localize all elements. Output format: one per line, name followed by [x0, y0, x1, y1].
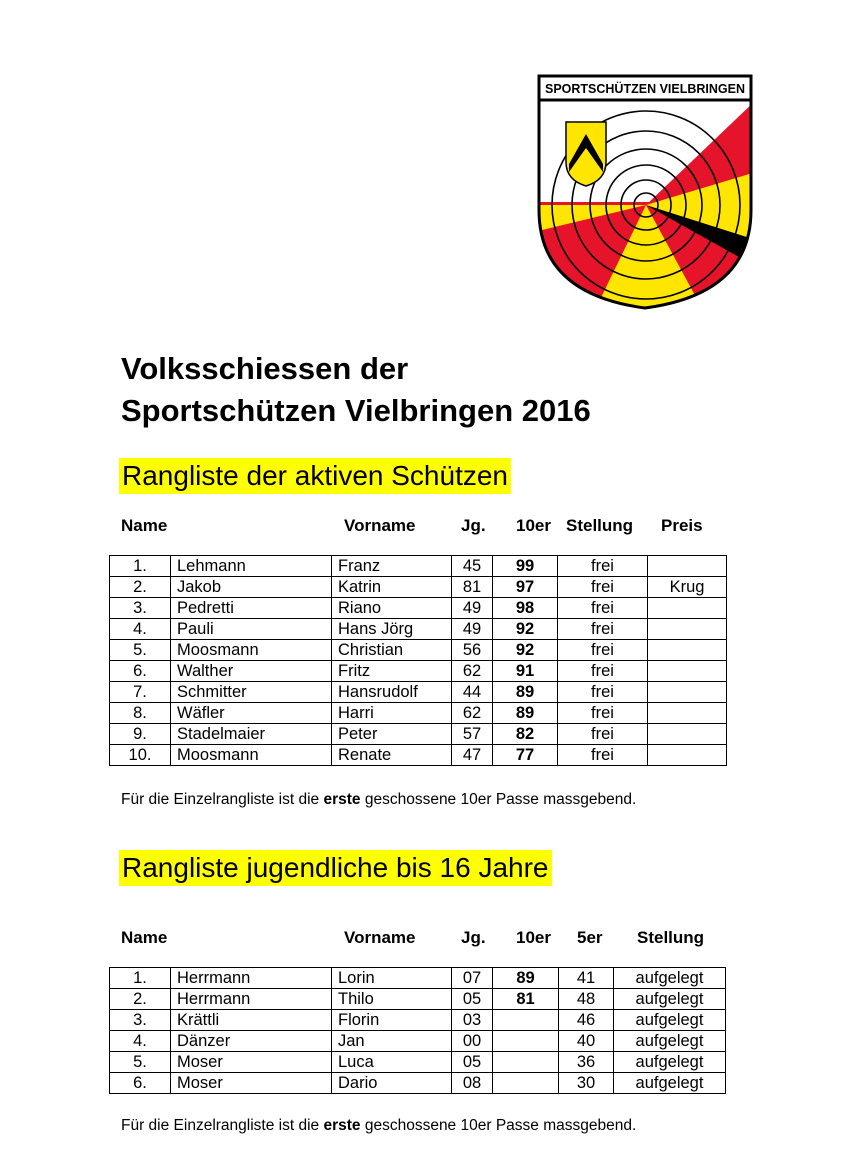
table-row	[110, 598, 727, 619]
cell-rank: 6.	[110, 661, 171, 682]
cell-vorname: Hans Jörg	[332, 619, 452, 640]
cell-vorname: Florin	[332, 1010, 452, 1031]
cell-rank: 3.	[110, 598, 171, 619]
cell-stellung: frei	[558, 556, 648, 577]
cell-name: Schmitter	[171, 682, 332, 703]
cell-stellung: frei	[558, 724, 648, 745]
table-row	[110, 989, 726, 1010]
cell-preis	[648, 682, 727, 703]
cell-jg: 81	[452, 577, 493, 598]
cell-name: Pedretti	[171, 598, 332, 619]
cell-vorname: Riano	[332, 598, 452, 619]
cell-jg: 00	[452, 1031, 493, 1052]
ranking-table-youth	[109, 967, 726, 1094]
page-title	[121, 348, 591, 432]
header-vorname: Vorname	[344, 516, 416, 535]
cell-jg: 45	[452, 556, 493, 577]
title-line-2: Sportschützen Vielbringen 2016	[121, 393, 591, 428]
table-row	[110, 661, 727, 682]
header-jg: Jg.	[461, 516, 486, 535]
cell-vorname: Jan	[332, 1031, 452, 1052]
cell-stellung: aufgelegt	[614, 1052, 726, 1073]
note-youth: Für die Einzelrangliste ist die erste geschossene 10er Passe massgebend.	[121, 1117, 637, 1134]
cell-name: Pauli	[171, 619, 332, 640]
cell-vorname: Renate	[332, 745, 452, 766]
cell-jg: 62	[452, 661, 493, 682]
cell-jg: 47	[452, 745, 493, 766]
table-row	[110, 724, 727, 745]
table-row	[110, 703, 727, 724]
cell-zehner: 89	[493, 682, 558, 703]
cell-jg: 49	[452, 619, 493, 640]
cell-jg: 44	[452, 682, 493, 703]
cell-rank: 4.	[110, 1031, 171, 1052]
cell-jg: 08	[452, 1073, 493, 1094]
header-stellung: Stellung	[566, 516, 634, 535]
cell-zehner	[493, 1052, 559, 1073]
table-row	[110, 682, 727, 703]
section-heading-active: Rangliste der aktiven Schützen	[119, 458, 511, 494]
cell-jg: 07	[452, 968, 493, 989]
cell-vorname: Franz	[332, 556, 452, 577]
cell-zehner	[493, 1073, 559, 1094]
cell-zehner	[493, 1010, 559, 1031]
cell-name: Herrmann	[171, 989, 332, 1010]
cell-rank: 9.	[110, 724, 171, 745]
cell-name: Walther	[171, 661, 332, 682]
club-logo	[534, 72, 756, 312]
table-header-youth	[0, 927, 860, 949]
cell-rank: 4.	[110, 619, 171, 640]
cell-jg: 57	[452, 724, 493, 745]
cell-zehner	[493, 1031, 559, 1052]
cell-preis	[648, 661, 727, 682]
cell-name: Jakob	[171, 577, 332, 598]
cell-stellung: aufgelegt	[614, 1010, 726, 1031]
cell-name: Stadelmaier	[171, 724, 332, 745]
cell-vorname: Peter	[332, 724, 452, 745]
cell-vorname: Thilo	[332, 989, 452, 1010]
cell-rank: 5.	[110, 640, 171, 661]
header-jg: Jg.	[461, 928, 486, 947]
table-row	[110, 1073, 726, 1094]
cell-preis	[648, 556, 727, 577]
cell-preis	[648, 598, 727, 619]
cell-vorname: Harri	[332, 703, 452, 724]
cell-zehner: 89	[493, 703, 558, 724]
table-header-active	[0, 515, 860, 537]
header-10er: 10er	[516, 516, 551, 535]
cell-preis: Krug	[648, 577, 727, 598]
cell-rank: 10.	[110, 745, 171, 766]
cell-jg: 05	[452, 989, 493, 1010]
ranking-table-active	[109, 555, 727, 766]
cell-name: Lehmann	[171, 556, 332, 577]
cell-rank: 1.	[110, 556, 171, 577]
cell-zehner: 97	[493, 577, 558, 598]
table-row	[110, 556, 727, 577]
cell-stellung: frei	[558, 745, 648, 766]
cell-fuenfer: 41	[559, 968, 614, 989]
cell-fuenfer: 40	[559, 1031, 614, 1052]
cell-zehner: 99	[493, 556, 558, 577]
cell-zehner: 98	[493, 598, 558, 619]
cell-rank: 1.	[110, 968, 171, 989]
cell-stellung: frei	[558, 703, 648, 724]
cell-name: Herrmann	[171, 968, 332, 989]
cell-zehner: 92	[493, 619, 558, 640]
cell-rank: 2.	[110, 989, 171, 1010]
cell-stellung: frei	[558, 682, 648, 703]
cell-name: Wäfler	[171, 703, 332, 724]
cell-zehner: 89	[493, 968, 559, 989]
table-row	[110, 619, 727, 640]
cell-name: Dänzer	[171, 1031, 332, 1052]
cell-preis	[648, 703, 727, 724]
header-5er: 5er	[577, 928, 603, 947]
table-row	[110, 1031, 726, 1052]
cell-rank: 5.	[110, 1052, 171, 1073]
table-row	[110, 745, 727, 766]
cell-vorname: Christian	[332, 640, 452, 661]
section-heading-youth: Rangliste jugendliche bis 16 Jahre	[119, 850, 552, 886]
cell-jg: 03	[452, 1010, 493, 1031]
cell-vorname: Fritz	[332, 661, 452, 682]
cell-vorname: Dario	[332, 1073, 452, 1094]
cell-name: Moosmann	[171, 745, 332, 766]
cell-rank: 7.	[110, 682, 171, 703]
cell-jg: 05	[452, 1052, 493, 1073]
table-row	[110, 577, 727, 598]
cell-stellung: aufgelegt	[614, 1073, 726, 1094]
cell-vorname: Hansrudolf	[332, 682, 452, 703]
table-row	[110, 1052, 726, 1073]
cell-stellung: frei	[558, 577, 648, 598]
table-row	[110, 1010, 726, 1031]
cell-stellung: frei	[558, 619, 648, 640]
cell-rank: 2.	[110, 577, 171, 598]
cell-name: Moser	[171, 1052, 332, 1073]
cell-jg: 62	[452, 703, 493, 724]
cell-stellung: aufgelegt	[614, 968, 726, 989]
cell-stellung: frei	[558, 598, 648, 619]
cell-zehner: 81	[493, 989, 559, 1010]
logo-text: SPORTSCHÜTZEN VIELBRINGEN	[544, 82, 746, 96]
cell-stellung: frei	[558, 661, 648, 682]
cell-rank: 3.	[110, 1010, 171, 1031]
cell-name: Krättli	[171, 1010, 332, 1031]
cell-stellung: aufgelegt	[614, 989, 726, 1010]
cell-vorname: Luca	[332, 1052, 452, 1073]
cell-preis	[648, 640, 727, 661]
cell-fuenfer: 36	[559, 1052, 614, 1073]
cell-vorname: Katrin	[332, 577, 452, 598]
cell-rank: 6.	[110, 1073, 171, 1094]
note-active: Für die Einzelrangliste ist die erste geschossene 10er Passe massgebend.	[121, 791, 637, 808]
cell-fuenfer: 30	[559, 1073, 614, 1094]
cell-fuenfer: 48	[559, 989, 614, 1010]
cell-preis	[648, 745, 727, 766]
cell-vorname: Lorin	[332, 968, 452, 989]
cell-stellung: frei	[558, 640, 648, 661]
cell-zehner: 92	[493, 640, 558, 661]
cell-rank: 8.	[110, 703, 171, 724]
table-row	[110, 968, 726, 989]
cell-fuenfer: 46	[559, 1010, 614, 1031]
cell-zehner: 91	[493, 661, 558, 682]
header-stellung: Stellung	[637, 928, 705, 947]
header-vorname: Vorname	[344, 928, 416, 947]
cell-zehner: 82	[493, 724, 558, 745]
cell-name: Moser	[171, 1073, 332, 1094]
header-name: Name	[121, 516, 168, 535]
header-name: Name	[121, 928, 168, 947]
cell-stellung: aufgelegt	[614, 1031, 726, 1052]
header-preis: Preis	[661, 516, 703, 535]
title-line-1: Volksschiessen der	[121, 351, 409, 386]
cell-jg: 56	[452, 640, 493, 661]
cell-preis	[648, 619, 727, 640]
cell-preis	[648, 724, 727, 745]
cell-name: Moosmann	[171, 640, 332, 661]
header-10er: 10er	[516, 928, 551, 947]
cell-zehner: 77	[493, 745, 558, 766]
cell-jg: 49	[452, 598, 493, 619]
table-row	[110, 640, 727, 661]
